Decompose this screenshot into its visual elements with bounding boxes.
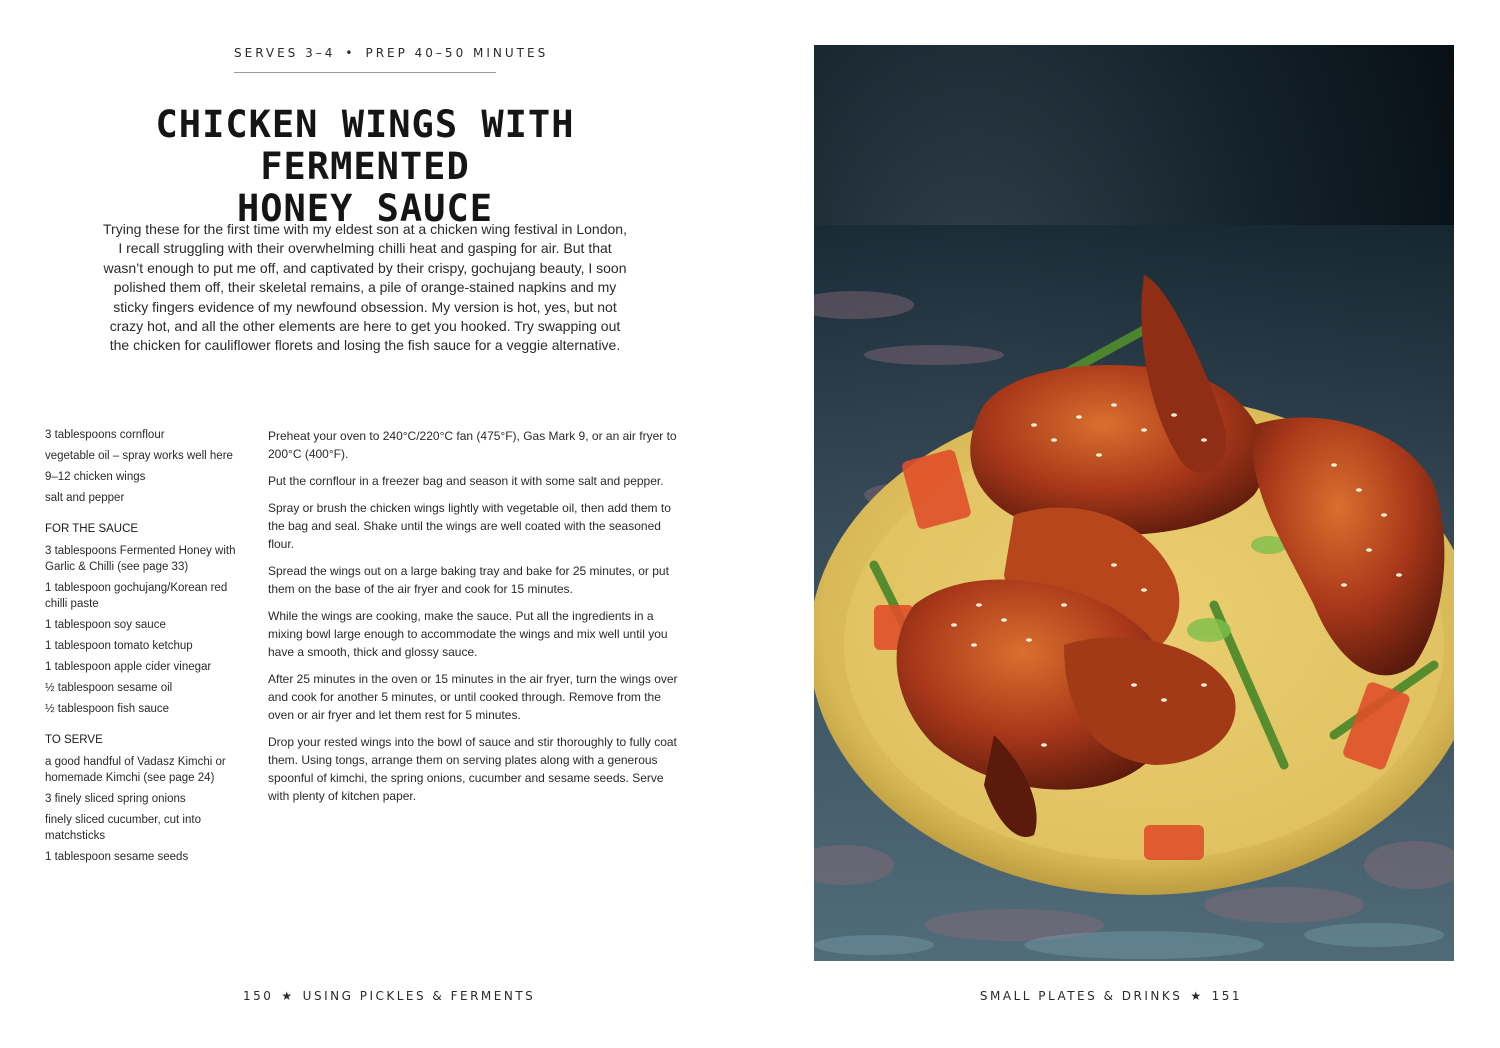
- method-step: Preheat your oven to 240°C/220°C fan (475°F), Gas Mark 9, or an air fryer to 200°C (400°F).: [268, 429, 677, 461]
- meta-separator: •: [345, 46, 356, 60]
- right-section-title: SMALL PLATES & DRINKS: [979, 989, 1183, 1003]
- method-step: While the wings are cooking, make the sauce. Put all the ingredients in a mixing bowl large enough to accommodate the wings and mix well until you have a smooth, thick and glossy sauce.: [268, 609, 668, 659]
- ingredient-item: 3 finely sliced spring onions: [45, 793, 186, 805]
- method-step: Spread the wings out on a large baking tray and bake for 25 minutes, or put them on the base of the air fryer and cook for 15 minutes.: [268, 564, 669, 596]
- ingredient-item: salt and pepper: [45, 492, 125, 504]
- serves-label: SERVES 3–4: [234, 46, 336, 60]
- ingredient-item: ½ tablespoon fish sauce: [45, 703, 170, 715]
- title-line-1: CHICKEN WINGS WITH FERMENTED: [155, 103, 575, 188]
- footer-left: [243, 989, 535, 1003]
- serve-heading: TO SERVE: [45, 734, 103, 746]
- ingredient-item: vegetable oil – spray works well here: [45, 450, 233, 462]
- title-line-2: HONEY SAUCE: [236, 187, 494, 230]
- ingredient-item: 1 tablespoon sesame seeds: [45, 851, 189, 863]
- ingredient-item: finely sliced cucumber, cut into matchsticks: [45, 814, 201, 842]
- ingredients-main-list: [45, 427, 240, 506]
- ingredients-serve-list: [45, 754, 240, 865]
- method-step: After 25 minutes in the oven or 15 minutes in the air fryer, turn the wings over and cook for another 5 minutes, or until cooked through. Remove from the oven or air fryer and let them rest for 5 minutes.: [268, 672, 678, 722]
- recipe-meta: [234, 46, 549, 60]
- sauce-heading: FOR THE SAUCE: [45, 523, 139, 535]
- ingredient-item: 3 tablespoons cornflour: [45, 429, 165, 441]
- method-step: Put the cornflour in a freezer bag and season it with some salt and pepper.: [268, 474, 664, 488]
- right-page-number: 151: [1211, 989, 1242, 1003]
- ingredient-item: a good handful of Vadasz Kimchi or homemade Kimchi (see page 24): [45, 756, 226, 784]
- method-step: Spray or brush the chicken wings lightly with vegetable oil, then add them to the bag and seal. Shake until the wings are well coated with the seasoned flour.: [268, 501, 671, 551]
- meta-divider: [234, 72, 496, 73]
- recipe-title: [60, 104, 670, 230]
- recipe-intro: Trying these for the first time with my eldest son at a chicken wing festival in London, I recall struggling with their overwhelming chilli heat and gasping for air. But that wasn’t enough to put me off, and captivated by their crispy, gochujang beauty, I soon polished them off, their skeletal remains, a pile of orange-stained napkins and my sticky fingers evidence of my newfound obsession. My version is hot, yes, but not crazy hot, and all the other elements are here to get you hooked. Try swapping out the chicken for cauliflower florets and losing the fish sauce for a veggie alternative.: [103, 221, 627, 354]
- food-photo: [814, 45, 1454, 961]
- ingredient-item: ½ tablespoon sesame oil: [45, 682, 173, 694]
- left-page-number: 150: [243, 989, 274, 1003]
- method-column: [268, 427, 688, 814]
- star-icon: ★: [281, 989, 295, 1003]
- chicken-wings-photo-icon: [814, 45, 1454, 961]
- ingredient-item: 1 tablespoon gochujang/Korean red chilli paste: [45, 582, 228, 610]
- ingredients-sauce-list: [45, 543, 240, 717]
- ingredient-item: 1 tablespoon apple cider vinegar: [45, 661, 212, 673]
- star-icon: ★: [1190, 989, 1204, 1003]
- ingredient-item: 3 tablespoons Fermented Honey with Garlic & Chilli (see page 33): [45, 545, 236, 573]
- method-step: Drop your rested wings into the bowl of sauce and stir thoroughly to fully coat them. Using tongs, arrange them on serving plates along with a generous spoonful of kimchi, the spring onions, cucumber and sesame seeds. Serve with plenty of kitchen paper.: [268, 735, 677, 803]
- left-section-title: USING PICKLES & FERMENTS: [302, 989, 536, 1003]
- footer-right: [980, 989, 1242, 1003]
- prep-label: PREP 40–50 MINUTES: [365, 46, 549, 60]
- ingredient-item: 1 tablespoon soy sauce: [45, 619, 166, 631]
- ingredient-item: 9–12 chicken wings: [45, 471, 146, 483]
- ingredients-column: [45, 427, 240, 870]
- ingredient-item: 1 tablespoon tomato ketchup: [45, 640, 193, 652]
